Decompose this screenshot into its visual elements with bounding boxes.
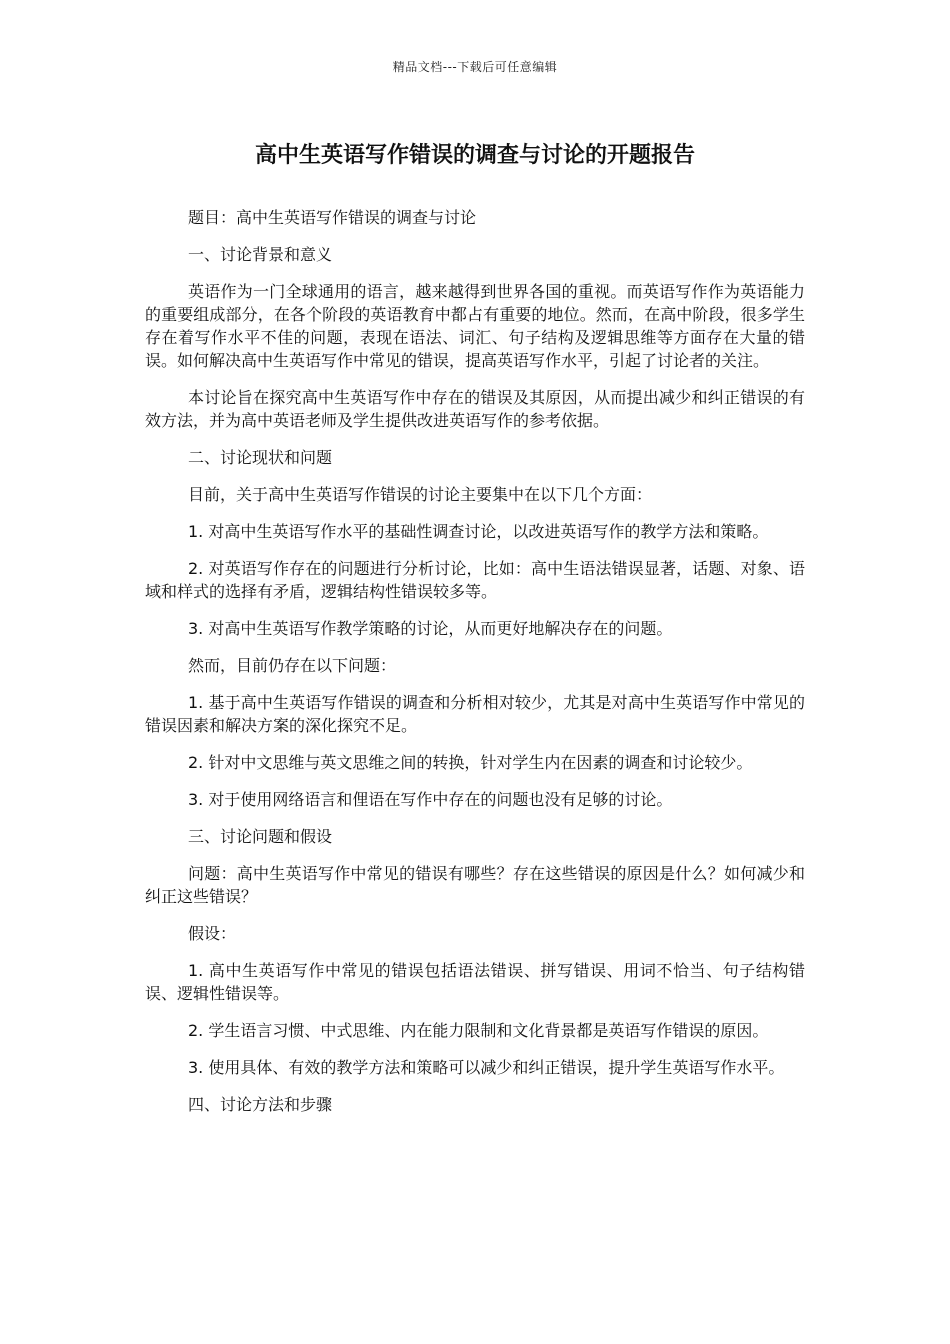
- list-item: 2. 针对中文思维与英文思维之间的转换，针对学生内在因素的调查和讨论较少。: [188, 753, 753, 772]
- list-item: 1. 对高中生英语写作水平的基础性调查讨论，以改进英语写作的教学方法和策略。: [188, 522, 769, 541]
- paragraph: 题目：高中生英语写作错误的调查与讨论: [188, 208, 477, 227]
- list-item: 1. 高中生英语写作中常见的错误包括语法错误、拼写错误、用词不恰当、句子结构错误、逻辑性错误等。: [145, 961, 805, 1003]
- section-heading: 四、讨论方法和步骤: [188, 1095, 333, 1114]
- header-note: 精品文档---下载后可任意编辑: [392, 60, 558, 74]
- paragraph: 英语作为一门全球通用的语言，越来越得到世界各国的重视。而英语写作作为英语能力的重要组成部分，在各个阶段的英语教育中都占有重要的地位。然而，在高中阶段，很多学生存在着写作水平不佳的问题，表现在语法、词汇、句子结构及逻辑思维等方面存在大量的错误。如何解决高中生英语写作中常见的错误，提高英语写作水平，引起了讨论者的关注。: [145, 282, 805, 370]
- list-item: 3. 对高中生英语写作教学策略的讨论，从而更好地解决存在的问题。: [188, 619, 673, 638]
- document-body: [145, 206, 805, 1130]
- paragraph: 假设：: [188, 924, 237, 943]
- section-heading: 二、讨论现状和问题: [188, 448, 333, 467]
- paragraph: 问题：高中生英语写作中常见的错误有哪些？存在这些错误的原因是什么？如何减少和纠正这些错误？: [145, 864, 805, 906]
- document-title: 高中生英语写作错误的调查与讨论的开题报告: [254, 143, 695, 168]
- list-item: 2. 学生语言习惯、中式思维、内在能力限制和文化背景都是英语写作错误的原因。: [188, 1021, 769, 1040]
- list-item: 1. 基于高中生英语写作错误的调查和分析相对较少，尤其是对高中生英语写作中常见的错误因素和解决方案的深化探究不足。: [145, 693, 805, 735]
- list-item: 2. 对英语写作存在的问题进行分析讨论，比如：高中生语法错误显著，话题、对象、语域和样式的选择有矛盾，逻辑结构性错误较多等。: [145, 559, 805, 601]
- paragraph: 目前，关于高中生英语写作错误的讨论主要集中在以下几个方面：: [188, 485, 653, 504]
- section-heading: 三、讨论问题和假设: [188, 827, 333, 846]
- section-heading: 一、讨论背景和意义: [188, 245, 333, 264]
- paragraph: 然而，目前仍存在以下问题：: [188, 656, 397, 675]
- list-item: 3. 对于使用网络语言和俚语在写作中存在的问题也没有足够的讨论。: [188, 790, 673, 809]
- list-item: 3. 使用具体、有效的教学方法和策略可以减少和纠正错误，提升学生英语写作水平。: [188, 1058, 785, 1077]
- paragraph: 本讨论旨在探究高中生英语写作中存在的错误及其原因，从而提出减少和纠正错误的有效方法，并为高中英语老师及学生提供改进英语写作的参考依据。: [145, 388, 805, 430]
